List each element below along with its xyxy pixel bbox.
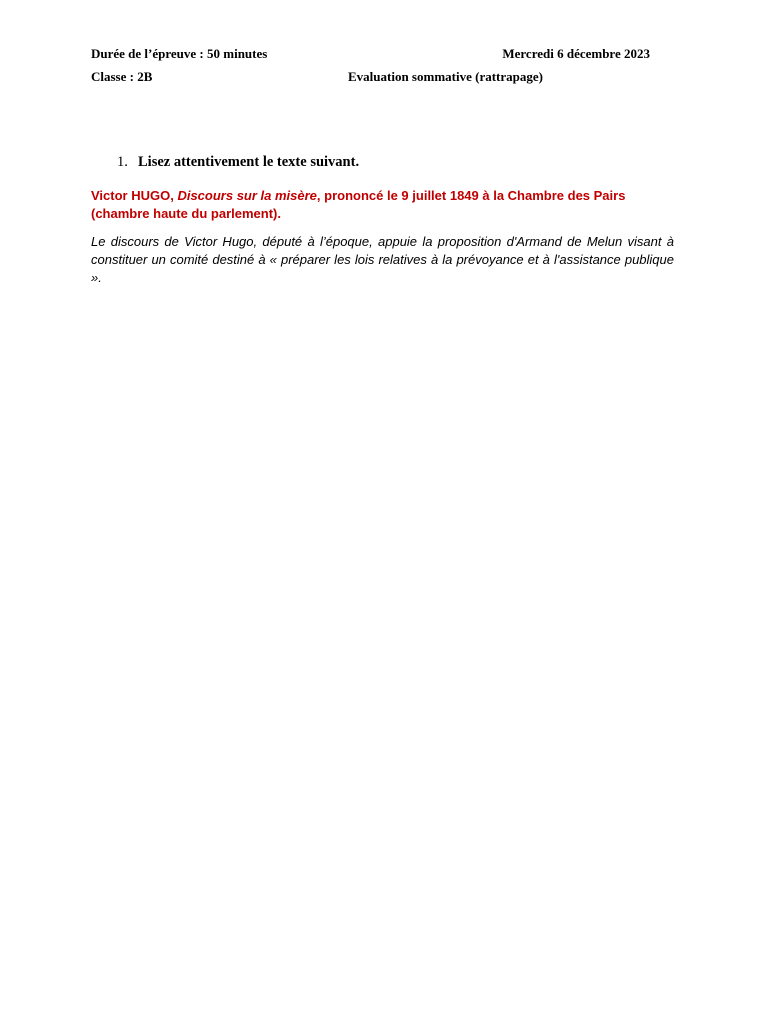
question-1	[117, 153, 359, 171]
source-work-title: Discours sur la misère	[177, 188, 317, 203]
question-number: 1.	[117, 154, 128, 170]
source-details: , prononcé le 9 juillet 1849 à la Chambre des Pairs (chambre haute du parlement).	[91, 188, 626, 221]
source-citation	[91, 187, 676, 223]
evaluation-type: Evaluation sommative (rattrapage)	[348, 69, 543, 84]
question-text: Lisez attentivement le texte suivant.	[138, 154, 360, 170]
source-author: Victor HUGO,	[91, 188, 178, 203]
exam-duration: Durée de l’épreuve : 50 minutes	[91, 46, 268, 61]
exam-date: Mercredi 6 décembre 2023	[502, 46, 650, 61]
intro-paragraph: Le discours de Victor Hugo, député à l’époque, appuie la proposition d'Armand de Melun visant à constituer un comité destiné à « préparer les lois relatives à la prévoyance et à l'assistance publique ».	[91, 234, 674, 285]
class-label: Classe : 2B	[91, 69, 153, 84]
